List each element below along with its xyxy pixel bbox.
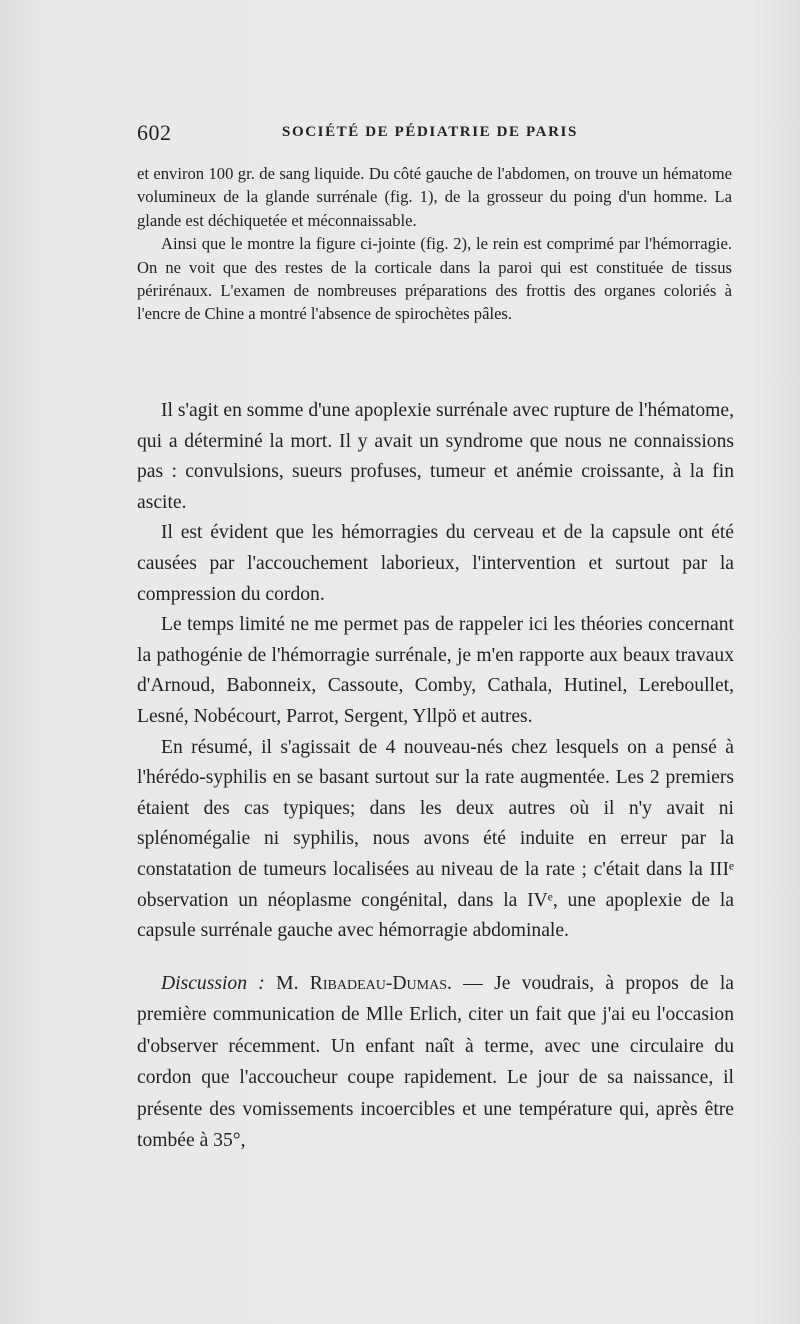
paragraph: Ainsi que le montre la figure ci-jointe (fig. 2), le rein est comprimé par l'hémorragie. On ne voit que des restes de la corticale dans la paroi qui est constituée de tissus périrénaux. L'examen de nombreuses préparations des frottis des organes coloriés à l'encre de Chine a montré l'absence de spirochètes pâles. bbox=[137, 234, 732, 324]
page-number: 602 bbox=[137, 120, 172, 145]
discussion-section bbox=[137, 968, 734, 1156]
paragraph: et environ 100 gr. de sang liquide. Du côté gauche de l'abdomen, on trouve un hématome volumineux de la glande surrénale (fig. 1), de la grosseur du poing d'un homme. La glande est déchiquetée et méconnaissable. bbox=[137, 164, 732, 230]
discussion-text: — Je voudrais, à propos de la première communication de Mlle Erlich, citer un fait que j'ai eu l'occasion d'observer récemment. Un enfant naît à terme, avec une circulaire du cordon que l'accoucheur coupe rapidement. Le jour de sa naissance, il présente des vomissements incoercibles et une température qui, après être tombée à 35°, bbox=[137, 973, 734, 1152]
paragraph: Il est évident que les hémorragies du cerveau et de la capsule ont été causées par l'accouchement laborieux, l'intervention et surtout par la compression du cordon. bbox=[137, 522, 734, 605]
paragraph: Il s'agit en somme d'une apoplexie surrénale avec rupture de l'hématome, qui a déterminé la mort. Il y avait un syndrome que nous ne connaissions pas : convulsions, sueurs profuses, tumeur et anémie croissante, à la fin ascite. bbox=[137, 400, 734, 513]
paragraph: Le temps limité ne me permet pas de rappeler ici les théories concernant la pathogénie de l'hémorragie surrénale, je m'en rapporte aux beaux travaux d'Arnoud, Babonneix, Cassoute, Comby, Cathala, Hutinel, Lereboullet, Lesné, Nobécourt, Parrot, Sergent, Yllpö et autres. bbox=[137, 614, 734, 727]
discussion-label: Discussion : bbox=[161, 973, 265, 994]
page-header bbox=[137, 120, 737, 150]
discussion-paragraph bbox=[137, 968, 734, 1156]
main-text-section bbox=[137, 396, 734, 947]
running-title: SOCIÉTÉ DE PÉDIATRIE DE PARIS bbox=[282, 124, 578, 140]
paragraph: En résumé, il s'agissait de 4 nouveau-nés chez lesquels on a pensé à l'hérédo-syphilis en se basant surtout sur la rate augmentée. Les 2 premiers étaient des cas typiques; dans les deux autres où il n'y avait ni splénomégalie ni syphilis, nous avons été induite en erreur par la constatation de tumeurs localisées au niveau de la rate ; c'était dans la IIIᵉ observation un néoplasme congénital, dans la IVᵉ, une apoplexie de la capsule surrénale gauche avec hémorragie abdominale. bbox=[137, 736, 734, 942]
small-print-section bbox=[137, 162, 732, 326]
speaker-name: M. Ribadeau-Dumas. bbox=[276, 973, 452, 994]
